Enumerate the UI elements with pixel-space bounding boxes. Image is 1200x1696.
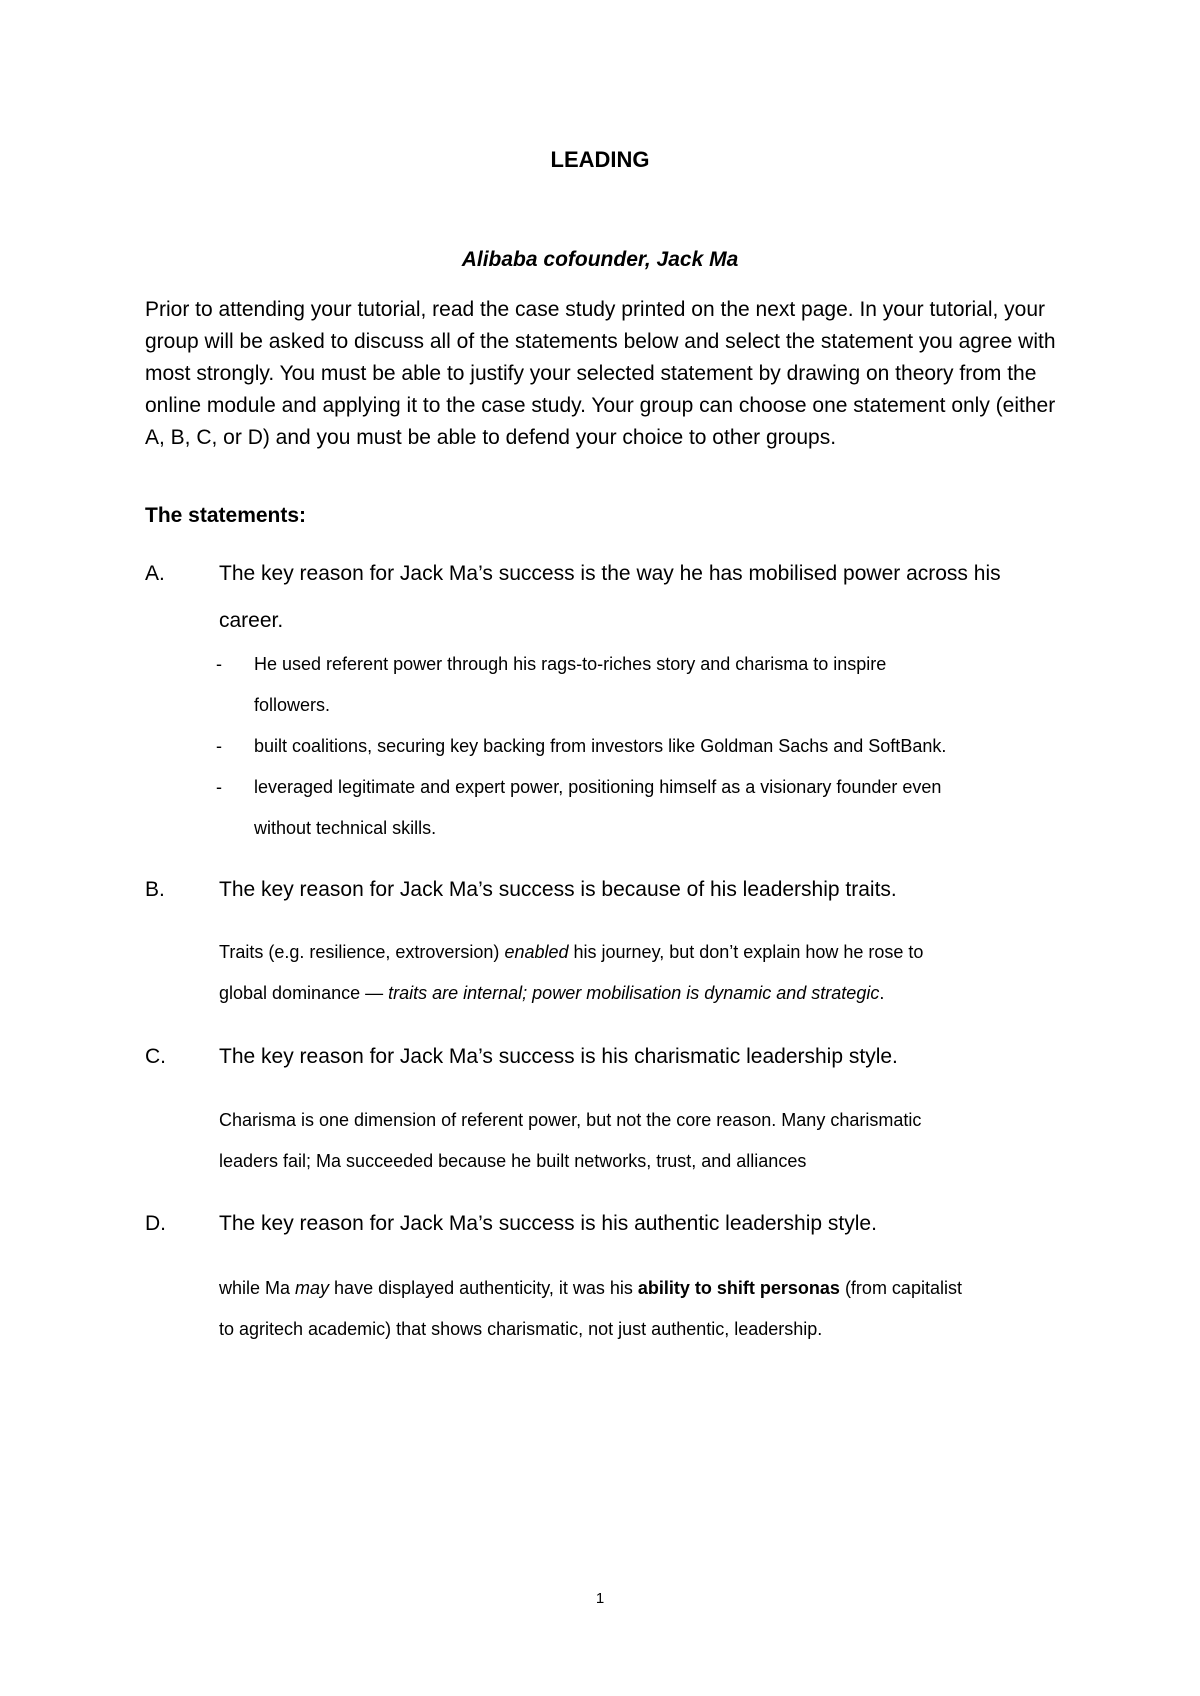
statement-d-note-line-1: while Ma may have displayed authenticity, it was his ability to shift personas (from capitalist xyxy=(219,1278,962,1298)
statement-letter: B. xyxy=(145,878,165,901)
statement-d-note-line-2: to agritech academic) that shows charismatic, not just authentic, leadership. xyxy=(219,1319,823,1339)
statement-b-note-line-2: global dominance — traits are internal; power mobilisation is dynamic and strategic. xyxy=(219,983,885,1003)
bullet-text: built coalitions, securing key backing from investors like Goldman Sachs and SoftBank. xyxy=(254,736,947,756)
statement-text: The key reason for Jack Ma’s success is the way he has mobilised power across his xyxy=(219,562,1001,585)
bullet-text: leveraged legitimate and expert power, positioning himself as a visionary founder even xyxy=(254,777,942,797)
page-subtitle: Alibaba cofounder, Jack Ma xyxy=(461,248,739,271)
bullet-text: He used referent power through his rags-to-riches story and charisma to inspire xyxy=(254,654,887,674)
statement-c-note-line-2: leaders fail; Ma succeeded because he built networks, trust, and alliances xyxy=(219,1151,807,1171)
statement-text: The key reason for Jack Ma’s success is his authentic leadership style. xyxy=(219,1212,877,1235)
page-title: LEADING xyxy=(550,147,650,172)
statement-letter: A. xyxy=(145,562,165,585)
statements-heading: The statements: xyxy=(145,504,307,527)
statement-letter: D. xyxy=(145,1212,166,1235)
bullet-dash: - xyxy=(216,654,222,674)
bullet-dash: - xyxy=(216,777,222,797)
page-number: 1 xyxy=(595,1590,605,1607)
statement-letter: C. xyxy=(145,1045,166,1068)
bullet-text-continuation: without technical skills. xyxy=(254,818,437,838)
statement-b-note-line-1: Traits (e.g. resilience, extroversion) enabled his journey, but don’t explain how he rose to xyxy=(219,942,924,962)
statement-a-continuation: career. xyxy=(219,609,284,632)
bullet-dash: - xyxy=(216,736,222,756)
statement-c-note-line-1: Charisma is one dimension of referent power, but not the core reason. Many charismatic xyxy=(219,1110,922,1130)
statement-text: The key reason for Jack Ma’s success is his charismatic leadership style. xyxy=(219,1045,898,1068)
intro-paragraph: Prior to attending your tutorial, read the case study printed on the next page. In your tutorial, your group will be asked to discuss all of the statements below and select the statement you agree with most strongly. You must be able to justify your selected statement by drawing on theory from the online module and applying it to the case study. Your group can choose one statement only (either A, B, C, or D) and you must be able to defend your choice to other groups. xyxy=(145,298,1056,449)
bullet-text-continuation: followers. xyxy=(254,695,331,715)
statement-text: The key reason for Jack Ma’s success is because of his leadership traits. xyxy=(219,878,897,901)
